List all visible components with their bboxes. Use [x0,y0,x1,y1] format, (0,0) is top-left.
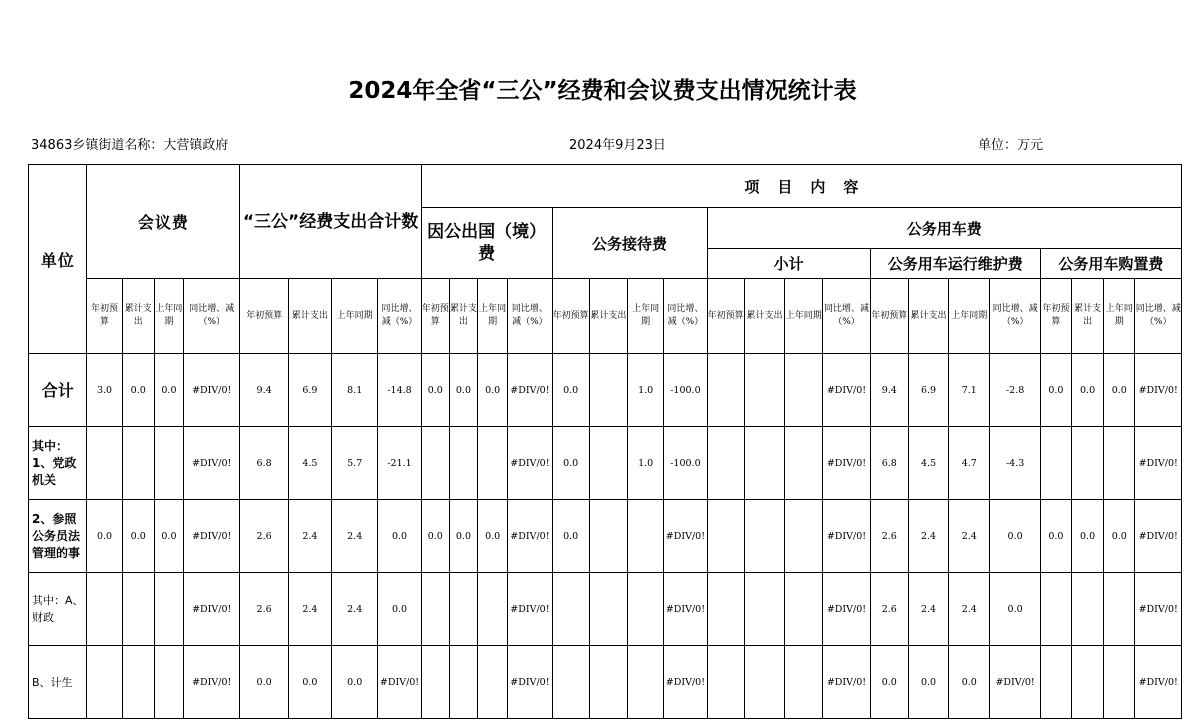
sub-header-cell: 年初预算 [1040,279,1071,354]
data-cell [87,573,122,646]
data-cell: 7.1 [949,354,990,427]
data-cell: 6.9 [908,354,948,427]
data-cell: 0.0 [552,354,589,427]
data-cell [1104,427,1135,500]
data-cell: #DIV/0! [508,646,552,719]
data-cell: 3.0 [87,354,122,427]
data-cell: 0.0 [870,646,908,719]
data-cell [1104,573,1135,646]
data-cell [122,573,154,646]
unit-header: 单位 [29,165,87,354]
data-cell [1071,573,1103,646]
data-cell: 0.0 [1104,354,1135,427]
data-cell: 0.0 [478,500,508,573]
data-cell: 9.4 [870,354,908,427]
data-cell: 0.0 [378,500,421,573]
data-cell: #DIV/0! [823,573,870,646]
data-cell: #DIV/0! [664,573,707,646]
data-cell [589,354,627,427]
data-cell: #DIV/0! [1135,573,1182,646]
sub-header-cell: 年初预算 [552,279,589,354]
data-cell: #DIV/0! [184,354,240,427]
data-cell [449,573,477,646]
data-cell [744,573,784,646]
sub-header-cell: 同比增、减（%） [990,279,1040,354]
data-cell: 6.8 [870,427,908,500]
sub-header-cell: 累计支出 [288,279,331,354]
row-label: 合计 [29,354,87,427]
data-cell [628,646,664,719]
data-cell: 0.0 [122,354,154,427]
data-cell: 0.0 [240,646,288,719]
data-cell: 0.0 [449,500,477,573]
data-cell: #DIV/0! [823,427,870,500]
data-cell: 0.0 [154,354,183,427]
data-cell: 2.6 [870,573,908,646]
data-cell: 2.6 [870,500,908,573]
data-cell [87,427,122,500]
data-cell [552,573,589,646]
data-cell [744,646,784,719]
sub-header-cell: 年初预算 [870,279,908,354]
data-cell [478,573,508,646]
data-cell [1040,427,1071,500]
page-title: 2024年全省“三公”经费和会议费支出情况统计表 [348,78,857,104]
data-cell: 2.4 [332,500,378,573]
data-cell: #DIV/0! [184,646,240,719]
sub-header-cell: 同比增、减（%） [184,279,240,354]
data-cell [785,500,823,573]
data-cell: #DIV/0! [508,354,552,427]
sub-header-cell: 同比增、减（%） [664,279,707,354]
data-cell [154,573,183,646]
sub-header-cell: 同比增、减（%） [508,279,552,354]
data-cell: 0.0 [552,500,589,573]
sub-header-cell: 累计支出 [908,279,948,354]
data-cell: #DIV/0! [1135,354,1182,427]
data-cell: 0.0 [288,646,331,719]
sub-header-cell: 上年同期 [949,279,990,354]
data-cell: 0.0 [154,500,183,573]
vehicle-fee-header: 公务用车费 [707,208,1181,249]
table-row [29,500,1182,573]
data-cell [589,646,627,719]
data-cell [421,573,449,646]
data-cell: 0.0 [449,354,477,427]
data-cell [87,646,122,719]
data-cell [478,427,508,500]
sub-header-cell: 上年同期 [628,279,664,354]
subtotal-header: 小计 [707,249,870,279]
data-cell: #DIV/0! [823,646,870,719]
unit-label: 单位：万元 [978,138,1044,153]
data-cell [1040,646,1071,719]
data-cell: -100.0 [664,354,707,427]
data-cell [744,427,784,500]
report-date: 2024年9月23日 [569,138,666,153]
data-cell [1071,646,1103,719]
data-cell [744,500,784,573]
data-cell [449,646,477,719]
table-row [29,427,1182,500]
data-cell [589,500,627,573]
meeting-fee-header: 会议费 [87,165,240,279]
data-cell: #DIV/0! [823,500,870,573]
sub-header-cell: 上年同期 [332,279,378,354]
data-cell: 0.0 [478,354,508,427]
data-cell: 1.0 [628,354,664,427]
three-public-total-header: “三公”经费支出合计数 [240,165,421,279]
data-cell [785,646,823,719]
data-cell [744,354,784,427]
data-cell [552,646,589,719]
org-name: 34863乡镇街道名称：大营镇政府 [31,138,229,153]
sub-header-cell: 上年同期 [154,279,183,354]
data-cell: 8.1 [332,354,378,427]
data-cell: 4.5 [908,427,948,500]
sub-header-row [29,279,1182,354]
data-cell: 2.4 [908,500,948,573]
stats-table [28,164,1182,719]
sub-header-cell: 累计支出 [744,279,784,354]
data-cell [707,646,744,719]
data-cell: 1.0 [628,427,664,500]
data-cell: 0.0 [908,646,948,719]
sub-header-cell: 上年同期 [478,279,508,354]
data-cell [785,427,823,500]
data-cell: 0.0 [1040,354,1071,427]
data-cell: 6.8 [240,427,288,500]
data-cell [628,500,664,573]
data-cell: 0.0 [949,646,990,719]
data-cell [589,573,627,646]
data-cell: #DIV/0! [508,427,552,500]
data-cell [122,646,154,719]
sub-header-cell: 同比增、减（%） [823,279,870,354]
data-cell: 0.0 [332,646,378,719]
data-cell: #DIV/0! [664,500,707,573]
data-cell: 0.0 [421,354,449,427]
data-cell: #DIV/0! [184,427,240,500]
sub-header-cell: 年初预算 [240,279,288,354]
data-cell [421,646,449,719]
data-cell: 2.4 [908,573,948,646]
data-cell: 5.7 [332,427,378,500]
data-cell: 2.4 [949,500,990,573]
data-cell: #DIV/0! [1135,500,1182,573]
data-cell: -4.3 [990,427,1040,500]
data-cell: #DIV/0! [990,646,1040,719]
data-cell: 0.0 [990,500,1040,573]
sub-header-cell: 累计支出 [122,279,154,354]
reception-fee-header: 公务接待费 [552,208,707,279]
data-cell: 2.4 [288,573,331,646]
data-cell: -21.1 [378,427,421,500]
data-cell: 2.6 [240,500,288,573]
data-cell [785,354,823,427]
sub-header-cell: 年初预算 [707,279,744,354]
data-cell [628,573,664,646]
data-cell: 2.4 [949,573,990,646]
sub-header-cell: 上年同期 [1104,279,1135,354]
data-cell [707,573,744,646]
data-cell: #DIV/0! [1135,427,1182,500]
sub-header-cell: 同比增、减（%） [378,279,421,354]
operation-header: 公务用车运行维护费 [870,249,1040,279]
row-label: B、计生 [29,646,87,719]
data-cell: #DIV/0! [823,354,870,427]
data-cell [449,427,477,500]
sub-header-cell: 年初预算 [87,279,122,354]
data-cell: 0.0 [1040,500,1071,573]
sub-header-cell: 同比增、减（%） [1135,279,1182,354]
data-cell: 0.0 [122,500,154,573]
data-cell: 9.4 [240,354,288,427]
data-cell: 0.0 [990,573,1040,646]
sub-header-cell: 累计支出 [1071,279,1103,354]
data-cell [1104,646,1135,719]
purchase-header: 公务用车购置费 [1040,249,1181,279]
data-cell [707,427,744,500]
data-cell: 0.0 [1104,500,1135,573]
data-cell: 4.5 [288,427,331,500]
data-cell: 2.4 [288,500,331,573]
data-cell: #DIV/0! [508,573,552,646]
data-cell [122,427,154,500]
row-label: 2、参照公务员法管理的事 [29,500,87,573]
data-cell [707,354,744,427]
project-content-header: 项目内容 [421,165,1181,208]
data-cell: 2.4 [332,573,378,646]
data-cell: #DIV/0! [378,646,421,719]
sub-header-cell: 上年同期 [785,279,823,354]
data-cell: -2.8 [990,354,1040,427]
data-cell: -100.0 [664,427,707,500]
data-cell [478,646,508,719]
table-row [29,646,1182,719]
data-cell [785,573,823,646]
data-cell: 0.0 [87,500,122,573]
data-cell [1040,573,1071,646]
abroad-fee-header: 因公出国（境）费 [421,208,552,279]
data-cell [1071,427,1103,500]
data-cell: 0.0 [1071,500,1103,573]
data-cell: 0.0 [1071,354,1103,427]
row-label: 其中：1、党政机关 [29,427,87,500]
data-cell [421,427,449,500]
data-cell: #DIV/0! [184,573,240,646]
sub-header-cell: 累计支出 [449,279,477,354]
data-cell: #DIV/0! [184,500,240,573]
data-cell [707,500,744,573]
data-cell [589,427,627,500]
data-cell [154,646,183,719]
data-cell: 0.0 [378,573,421,646]
table-row [29,573,1182,646]
data-cell: 4.7 [949,427,990,500]
data-cell: #DIV/0! [508,500,552,573]
data-cell: #DIV/0! [664,646,707,719]
sub-header-cell: 年初预算 [421,279,449,354]
data-cell: 2.6 [240,573,288,646]
sub-header-cell: 累计支出 [589,279,627,354]
data-cell: -14.8 [378,354,421,427]
data-cell [154,427,183,500]
data-cell: #DIV/0! [1135,646,1182,719]
row-label: 其中：A、财政 [29,573,87,646]
table-row [29,354,1182,427]
data-cell: 0.0 [421,500,449,573]
data-cell: 6.9 [288,354,331,427]
data-cell: 0.0 [552,427,589,500]
